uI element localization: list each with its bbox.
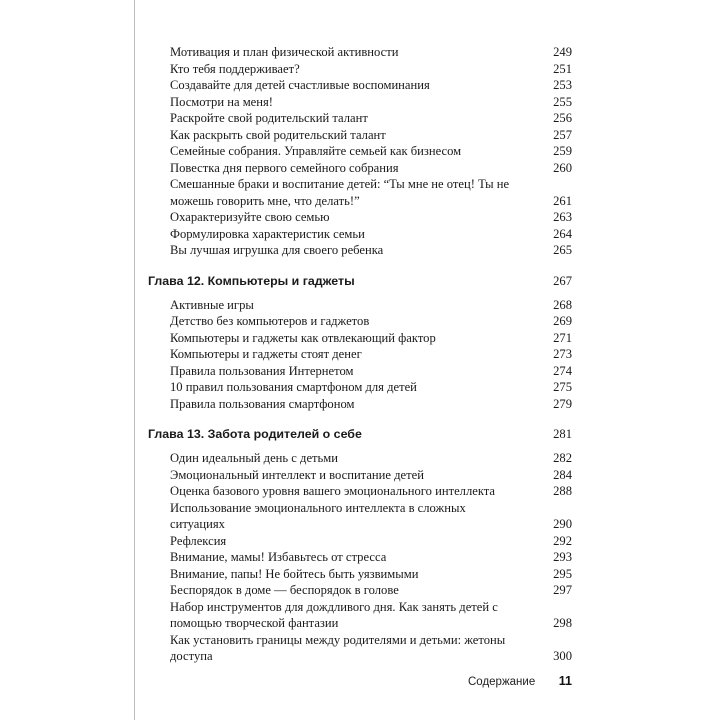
- toc-entry-title: Раскройте свой родительский талант: [170, 111, 368, 125]
- toc-entry: [148, 143, 572, 160]
- toc-entry-title: Создавайте для детей счастливые воспоминания: [170, 78, 430, 92]
- toc-entry-title: Компьютеры и гаджеты как отвлекающий фактор: [170, 330, 436, 345]
- toc-entry: [148, 500, 572, 533]
- toc-entry: [148, 94, 572, 111]
- toc-entry-page: 256: [553, 111, 572, 125]
- toc-section-a: [148, 44, 572, 259]
- toc-entry: [148, 379, 572, 396]
- toc-entry: [148, 363, 572, 380]
- toc-entry: [148, 599, 572, 632]
- toc-entry: [148, 450, 572, 467]
- toc-entry-page: 261: [553, 193, 572, 208]
- toc-entry-page: 274: [553, 363, 572, 378]
- toc-entry: [148, 582, 572, 599]
- toc-entry-page: 260: [553, 160, 572, 175]
- toc-entry-page: 269: [553, 314, 572, 328]
- toc-entry-page: 253: [553, 78, 572, 92]
- toc-entry: [148, 160, 572, 177]
- toc-entry-title: Один идеальный день с детьми: [170, 451, 338, 465]
- toc-entry-page: 268: [553, 297, 572, 312]
- left-margin-rule: [134, 0, 135, 720]
- toc-entry-title: Посмотри на меня!: [170, 94, 274, 109]
- toc-entry-title: Семейные собрания. Управляйте семьей как бизнесом: [170, 144, 462, 158]
- toc-entry-page: 264: [553, 226, 572, 241]
- toc-entry-title: Внимание, папы! Не бойтесь быть уязвимыми: [170, 566, 419, 581]
- toc-entry: [148, 632, 572, 665]
- toc-entry-title: Вы лучшая игрушка для своего ребенка: [170, 243, 384, 257]
- toc-entry-title: Правила пользования смартфоном: [170, 396, 355, 411]
- toc-chapter-13: [148, 426, 572, 442]
- toc-entry-title: Повестка дня первого семейного собрания: [170, 160, 399, 175]
- toc-entry-page: 251: [553, 61, 572, 76]
- toc-entry-page: 284: [553, 467, 572, 482]
- toc-entry: [148, 396, 572, 413]
- toc-entry-title: Правила пользования Интернетом: [170, 363, 354, 378]
- toc-entry: [148, 44, 572, 61]
- table-of-contents: [148, 44, 572, 665]
- toc-entry-page: 249: [553, 45, 572, 59]
- toc-chapter-12: [148, 273, 572, 289]
- toc-entry: [148, 242, 572, 259]
- toc-entry: [148, 566, 572, 583]
- toc-entry: [148, 297, 572, 314]
- toc-entry-page: 292: [553, 533, 572, 548]
- toc-entry-title: Детство без компьютеров и гаджетов: [170, 314, 370, 328]
- page-number: 11: [558, 674, 572, 688]
- toc-entry-title: Внимание, мамы! Избавьтесь от стресса: [170, 550, 387, 564]
- toc-entry-page: 293: [553, 550, 572, 564]
- toc-entry-title: Использование эмоционального интеллекта в сложных ситуациях: [170, 500, 466, 531]
- toc-entry: [148, 176, 572, 209]
- toc-entry: [148, 533, 572, 550]
- toc-entry-title: Оценка базового уровня вашего эмоционального интеллекта: [170, 484, 496, 498]
- toc-entry-page: 298: [553, 616, 572, 630]
- toc-entry-page: 297: [553, 583, 572, 597]
- toc-entry: [148, 77, 572, 94]
- toc-entry: [148, 313, 572, 330]
- chapter-title: Глава 12. Компьютеры и гаджеты: [148, 273, 355, 288]
- toc-entry-title: Эмоциональный интеллект и воспитание детей: [170, 467, 424, 482]
- toc-entry-title: Как установить границы между родителями и детьми: жетоны доступа: [170, 632, 506, 663]
- toc-entry-page: 271: [553, 330, 572, 345]
- toc-entry-page: 279: [553, 396, 572, 411]
- toc-entry-title: Кто тебя поддерживает?: [170, 61, 300, 76]
- toc-entry: [148, 127, 572, 144]
- toc-entry-title: 10 правил пользования смартфоном для детей: [170, 380, 417, 394]
- toc-entry-title: Рефлексия: [170, 533, 227, 548]
- toc-entry-page: 263: [553, 210, 572, 224]
- toc-entry-title: Охарактеризуйте свою семью: [170, 210, 330, 224]
- toc-entry-title: Компьютеры и гаджеты стоят денег: [170, 347, 362, 361]
- toc-entry: [148, 110, 572, 127]
- chapter-title: Глава 13. Забота родителей о себе: [148, 427, 362, 441]
- toc-entry-title: Активные игры: [170, 297, 254, 312]
- toc-entry: [148, 346, 572, 363]
- running-footer-label: Содержание: [468, 676, 536, 688]
- toc-entry-page: 265: [553, 243, 572, 257]
- toc-section-c: [148, 450, 572, 665]
- toc-entry-page: 295: [553, 566, 572, 581]
- toc-entry-page: 255: [553, 94, 572, 109]
- toc-entry-page: 300: [553, 649, 572, 663]
- toc-entry: [148, 483, 572, 500]
- toc-entry-page: 259: [553, 144, 572, 158]
- toc-entry-page: 290: [553, 517, 572, 531]
- toc-entry-title: Набор инструментов для дождливого дня. Как занять детей с помощью творческой фантазии: [170, 599, 498, 630]
- toc-entry: [148, 467, 572, 484]
- toc-entry: [148, 61, 572, 78]
- toc-entry-title: Мотивация и план физической активности: [170, 45, 399, 59]
- toc-entry: [148, 226, 572, 243]
- toc-entry-page: 282: [553, 451, 572, 465]
- toc-entry-title: Смешанные браки и воспитание детей: “Ты мне не отец! Ты не можешь говорить мне, что делать!”: [170, 177, 510, 208]
- toc-entry-page: 275: [553, 380, 572, 394]
- toc-entry-title: Беспорядок в доме — беспорядок в голове: [170, 583, 399, 597]
- toc-entry: [148, 549, 572, 566]
- toc-entry-page: 257: [553, 127, 572, 142]
- toc-entry-title: Как раскрыть свой родительский талант: [170, 127, 386, 142]
- chapter-page: 281: [553, 427, 572, 441]
- toc-entry-page: 273: [553, 347, 572, 361]
- toc-entry-page: 288: [553, 484, 572, 498]
- toc-section-b: [148, 297, 572, 413]
- toc-entry-title: Формулировка характеристик семьи: [170, 226, 365, 241]
- page-footer: [468, 674, 572, 688]
- toc-entry: [148, 209, 572, 226]
- chapter-page: 267: [553, 273, 572, 288]
- toc-entry: [148, 330, 572, 347]
